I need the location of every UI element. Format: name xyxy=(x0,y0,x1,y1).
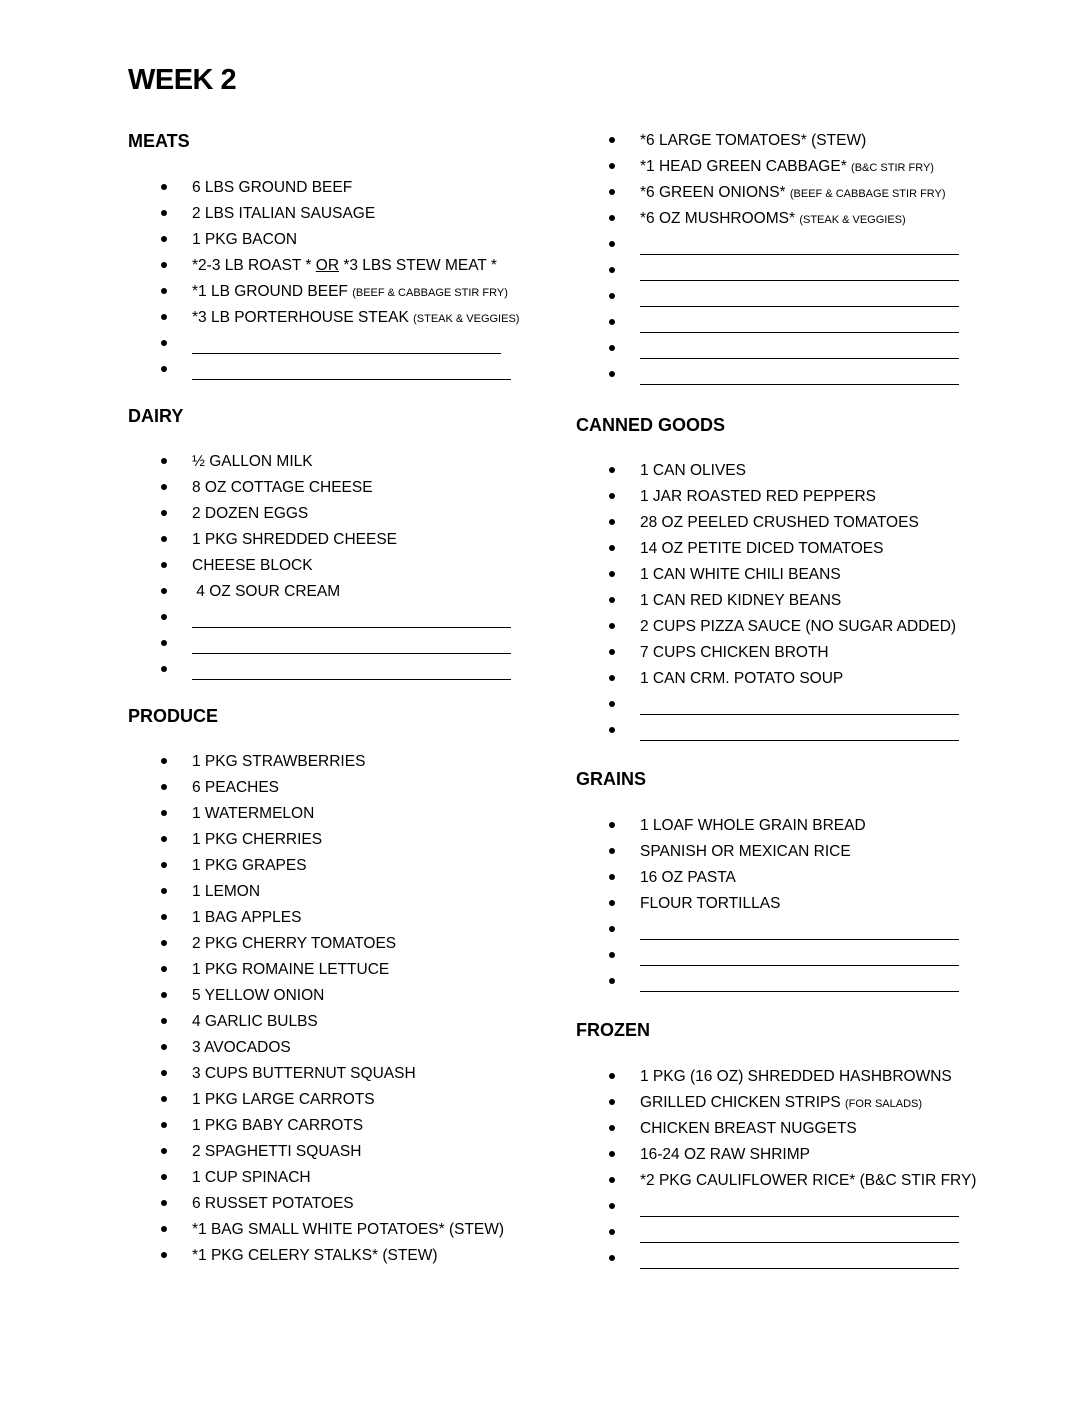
item-text: 1 PKG BACON xyxy=(192,231,298,248)
item-text: 6 PEACHES xyxy=(192,779,280,796)
bullet-icon xyxy=(609,319,615,325)
list-item xyxy=(128,801,528,827)
item-text: 6 RUSSET POTATOES xyxy=(192,1195,354,1212)
item-text: 8 OZ COTTAGE CHEESE xyxy=(192,479,373,496)
bullet-icon xyxy=(161,836,167,842)
list-item xyxy=(576,614,976,640)
bullet-icon xyxy=(609,371,615,377)
write-in-line[interactable] xyxy=(640,332,959,333)
dairy-heading: DAIRY xyxy=(128,406,184,426)
write-in-line[interactable] xyxy=(192,627,511,628)
bullet-icon xyxy=(609,519,615,525)
bullet-icon xyxy=(161,588,167,594)
write-in-line[interactable] xyxy=(640,939,959,940)
blank-item xyxy=(576,310,976,336)
bullet-icon xyxy=(609,623,615,629)
bullet-icon xyxy=(161,184,167,190)
list-item xyxy=(576,839,976,865)
list-item xyxy=(128,305,528,331)
produce-continued-section xyxy=(576,128,976,388)
bullet-icon xyxy=(161,640,167,646)
list-item xyxy=(128,931,528,957)
blank-item xyxy=(128,331,528,357)
bullet-icon xyxy=(161,314,167,320)
bullet-icon xyxy=(609,493,615,499)
item-text-or: OR xyxy=(315,257,340,274)
list-item xyxy=(128,579,528,605)
item-text: 1 BAG APPLES xyxy=(192,909,302,926)
bullet-icon xyxy=(609,978,615,984)
list-item xyxy=(128,527,528,553)
list-item xyxy=(128,775,528,801)
bullet-icon xyxy=(609,1151,615,1157)
produce-heading: PRODUCE xyxy=(128,706,219,726)
item-text: 6 LBS GROUND BEEF xyxy=(192,179,353,196)
write-in-line[interactable] xyxy=(192,653,511,654)
item-text: 2 CUPS PIZZA SAUCE (NO SUGAR ADDED) xyxy=(640,618,957,635)
list-item xyxy=(576,154,976,180)
list-item xyxy=(128,1165,528,1191)
item-text: 1 PKG (16 OZ) SHREDDED HASHBROWNS xyxy=(640,1068,952,1085)
write-in-line[interactable] xyxy=(640,740,959,741)
bullet-icon xyxy=(161,1070,167,1076)
bullet-icon xyxy=(609,822,615,828)
bullet-icon xyxy=(161,1226,167,1232)
bullet-icon xyxy=(609,1073,615,1079)
item-text: *6 GREEN ONIONS* xyxy=(640,184,790,201)
write-in-line[interactable] xyxy=(640,965,959,966)
bullet-icon xyxy=(609,345,615,351)
list-item xyxy=(576,666,976,692)
bullet-icon xyxy=(161,888,167,894)
list-item xyxy=(576,1064,976,1090)
list-item xyxy=(128,1113,528,1139)
list-item xyxy=(576,128,976,154)
item-text: 2 PKG CHERRY TOMATOES xyxy=(192,935,397,952)
item-text: *6 OZ MUSHROOMS* xyxy=(640,210,800,227)
meats-section xyxy=(128,128,528,383)
bullet-icon xyxy=(161,1200,167,1206)
bullet-icon xyxy=(609,189,615,195)
bullet-icon xyxy=(161,784,167,790)
bullet-icon xyxy=(161,536,167,542)
bullet-icon xyxy=(609,597,615,603)
blank-item xyxy=(576,284,976,310)
grains-list xyxy=(576,813,976,995)
item-text: 2 LBS ITALIAN SAUSAGE xyxy=(192,205,376,222)
item-text: 4 OZ SOUR CREAM xyxy=(192,583,341,600)
bullet-icon xyxy=(161,1018,167,1024)
list-item xyxy=(576,588,976,614)
list-item xyxy=(576,1090,976,1116)
page-title: WEEK 2 xyxy=(128,64,237,96)
list-item xyxy=(128,879,528,905)
write-in-line[interactable] xyxy=(640,254,959,255)
item-note: (STEAK & VEGGIES) xyxy=(799,214,906,226)
list-item xyxy=(576,813,976,839)
item-text: *2 PKG CAULIFLOWER RICE* (B&C STIR FRY) xyxy=(640,1172,977,1189)
item-text: 1 CUP SPINACH xyxy=(192,1169,311,1186)
bullet-icon xyxy=(161,236,167,242)
bullet-icon xyxy=(161,288,167,294)
list-item xyxy=(576,640,976,666)
list-item xyxy=(576,1168,976,1194)
item-text: 1 WATERMELON xyxy=(192,805,315,822)
item-text: 2 SPAGHETTI SQUASH xyxy=(192,1143,362,1160)
bullet-icon xyxy=(161,484,167,490)
bullet-icon xyxy=(161,1148,167,1154)
item-text: 1 JAR ROASTED RED PEPPERS xyxy=(640,488,877,505)
bullet-icon xyxy=(609,848,615,854)
bullet-icon xyxy=(609,467,615,473)
bullet-icon xyxy=(161,614,167,620)
item-text: 4 GARLIC BULBS xyxy=(192,1013,318,1030)
bullet-icon xyxy=(161,992,167,998)
list-item xyxy=(128,253,528,279)
item-text: 1 PKG LARGE CARROTS xyxy=(192,1091,375,1108)
blank-item xyxy=(576,258,976,284)
list-item xyxy=(128,1217,528,1243)
bullet-icon xyxy=(609,1229,615,1235)
item-text: *6 LARGE TOMATOES* (STEW) xyxy=(640,132,867,149)
bullet-icon xyxy=(161,966,167,972)
blank-item xyxy=(576,1194,976,1220)
list-item xyxy=(128,1087,528,1113)
frozen-list xyxy=(576,1064,976,1272)
bullet-icon xyxy=(161,366,167,372)
list-item xyxy=(576,484,976,510)
item-text: 1 LEMON xyxy=(192,883,261,900)
list-item xyxy=(576,865,976,891)
bullet-icon xyxy=(609,293,615,299)
frozen-heading: FROZEN xyxy=(576,1020,650,1040)
produce-continued-list xyxy=(576,128,976,388)
item-text: *1 LB GROUND BEEF xyxy=(192,283,353,300)
bullet-icon xyxy=(609,137,615,143)
bullet-icon xyxy=(609,1203,615,1209)
blank-item xyxy=(576,1220,976,1246)
bullet-icon xyxy=(609,727,615,733)
list-item xyxy=(128,1139,528,1165)
bullet-icon xyxy=(609,675,615,681)
item-text: 7 CUPS CHICKEN BROTH xyxy=(640,644,829,661)
list-item xyxy=(128,957,528,983)
write-in-line[interactable] xyxy=(640,1268,959,1269)
bullet-icon xyxy=(161,666,167,672)
item-text: 1 CAN WHITE CHILI BEANS xyxy=(640,566,841,583)
list-item xyxy=(128,1191,528,1217)
meats-heading: MEATS xyxy=(128,131,190,151)
item-text: SPANISH OR MEXICAN RICE xyxy=(640,843,851,860)
left-column xyxy=(128,128,528,1269)
item-text: 1 LOAF WHOLE GRAIN BREAD xyxy=(640,817,866,834)
write-in-line[interactable] xyxy=(192,379,511,380)
item-text: *1 HEAD GREEN CABBAGE* xyxy=(640,158,852,175)
item-text: *1 PKG CELERY STALKS* (STEW) xyxy=(192,1247,438,1264)
bullet-icon xyxy=(161,1174,167,1180)
write-in-line[interactable] xyxy=(640,1242,959,1243)
item-text: 1 PKG ROMAINE LETTUCE xyxy=(192,961,390,978)
list-item xyxy=(128,749,528,775)
bullet-icon xyxy=(609,545,615,551)
produce-section xyxy=(128,703,528,1269)
list-item xyxy=(576,206,976,232)
list-item xyxy=(576,562,976,588)
write-in-line[interactable] xyxy=(640,358,959,359)
list-item xyxy=(128,201,528,227)
bullet-icon xyxy=(609,1125,615,1131)
item-text: 1 PKG BABY CARROTS xyxy=(192,1117,364,1134)
list-item xyxy=(128,905,528,931)
bullet-icon xyxy=(609,952,615,958)
bullet-icon xyxy=(161,1096,167,1102)
list-item xyxy=(128,827,528,853)
bullet-icon xyxy=(609,874,615,880)
blank-item xyxy=(576,917,976,943)
list-item xyxy=(576,536,976,562)
item-text: 16-24 OZ RAW SHRIMP xyxy=(640,1146,810,1163)
dairy-section xyxy=(128,403,528,683)
item-text: *3 LB PORTERHOUSE STEAK xyxy=(192,309,414,326)
produce-list xyxy=(128,749,528,1269)
blank-item xyxy=(128,357,528,383)
bullet-icon xyxy=(161,262,167,268)
bullet-icon xyxy=(609,649,615,655)
item-text: 5 YELLOW ONION xyxy=(192,987,325,1004)
bullet-icon xyxy=(609,1099,615,1105)
list-item xyxy=(128,449,528,475)
bullet-icon xyxy=(609,1255,615,1261)
list-item xyxy=(128,1035,528,1061)
bullet-icon xyxy=(609,701,615,707)
item-note: (BEEF & CABBAGE STIR FRY) xyxy=(789,188,946,200)
bullet-icon xyxy=(609,571,615,577)
frozen-section xyxy=(576,1017,976,1272)
item-text: *1 BAG SMALL WHITE POTATOES* (STEW) xyxy=(192,1221,505,1238)
bullet-icon xyxy=(161,562,167,568)
list-item xyxy=(128,1009,528,1035)
bullet-icon xyxy=(609,900,615,906)
canned-goods-heading: CANNED GOODS xyxy=(576,415,726,435)
bullet-icon xyxy=(609,1177,615,1183)
bullet-icon xyxy=(161,1252,167,1258)
item-text: 28 OZ PEELED CRUSHED TOMATOES xyxy=(640,514,919,531)
list-item xyxy=(576,1142,976,1168)
list-item xyxy=(128,175,528,201)
write-in-line[interactable] xyxy=(192,353,501,354)
list-item xyxy=(576,180,976,206)
list-item xyxy=(128,1061,528,1087)
blank-item xyxy=(576,969,976,995)
blank-item xyxy=(576,692,976,718)
bullet-icon xyxy=(161,862,167,868)
write-in-line[interactable] xyxy=(640,306,959,307)
item-text: 16 OZ PASTA xyxy=(640,869,736,886)
blank-item xyxy=(576,362,976,388)
item-text: *3 LBS STEW MEAT * xyxy=(339,257,497,274)
write-in-line[interactable] xyxy=(640,384,959,385)
write-in-line[interactable] xyxy=(640,714,959,715)
blank-item xyxy=(128,657,528,683)
bullet-icon xyxy=(161,510,167,516)
item-text: 1 CAN RED KIDNEY BEANS xyxy=(640,592,842,609)
bullet-icon xyxy=(161,340,167,346)
bullet-icon xyxy=(161,940,167,946)
list-item xyxy=(128,501,528,527)
meats-list xyxy=(128,175,528,383)
list-item xyxy=(576,891,976,917)
blank-item xyxy=(576,943,976,969)
write-in-line[interactable] xyxy=(640,280,959,281)
item-text: *2-3 LB ROAST * xyxy=(192,257,316,274)
blank-item xyxy=(128,631,528,657)
canned-goods-section xyxy=(576,412,976,744)
item-text: 3 AVOCADOS xyxy=(192,1039,291,1056)
grains-section xyxy=(576,766,976,995)
bullet-icon xyxy=(161,458,167,464)
bullet-icon xyxy=(161,1122,167,1128)
list-item xyxy=(128,553,528,579)
bullet-icon xyxy=(161,758,167,764)
item-note: (FOR SALADS) xyxy=(845,1098,923,1110)
bullet-icon xyxy=(609,163,615,169)
item-note: (STEAK & VEGGIES) xyxy=(413,313,520,325)
blank-item xyxy=(576,718,976,744)
bullet-icon xyxy=(609,241,615,247)
item-text: 1 CAN OLIVES xyxy=(640,462,746,479)
list-item xyxy=(128,853,528,879)
item-text: CHICKEN BREAST NUGGETS xyxy=(640,1120,857,1137)
item-text: 3 CUPS BUTTERNUT SQUASH xyxy=(192,1065,416,1082)
item-text: 1 CAN CRM. POTATO SOUP xyxy=(640,670,844,687)
bullet-icon xyxy=(609,215,615,221)
item-text: ½ GALLON MILK xyxy=(192,453,313,470)
item-text: 1 PKG STRAWBERRIES xyxy=(192,753,366,770)
right-column xyxy=(576,128,976,1272)
bullet-icon xyxy=(161,1044,167,1050)
list-item xyxy=(128,227,528,253)
item-text: GRILLED CHICKEN STRIPS xyxy=(640,1094,845,1111)
bullet-icon xyxy=(161,914,167,920)
list-item xyxy=(576,458,976,484)
item-text: CHEESE BLOCK xyxy=(192,557,313,574)
bullet-icon xyxy=(609,926,615,932)
item-text: 2 DOZEN EGGS xyxy=(192,505,309,522)
list-item xyxy=(128,1243,528,1269)
bullet-icon xyxy=(161,210,167,216)
bullet-icon xyxy=(161,810,167,816)
grains-heading: GRAINS xyxy=(576,769,647,789)
item-text: 14 OZ PETITE DICED TOMATOES xyxy=(640,540,884,557)
write-in-line[interactable] xyxy=(640,1216,959,1217)
blank-item xyxy=(128,605,528,631)
write-in-line[interactable] xyxy=(640,991,959,992)
item-text: 1 PKG GRAPES xyxy=(192,857,307,874)
item-text: FLOUR TORTILLAS xyxy=(640,895,781,912)
canned-goods-list xyxy=(576,458,976,744)
list-item xyxy=(576,1116,976,1142)
item-text: 1 PKG SHREDDED CHEESE xyxy=(192,531,397,548)
write-in-line[interactable] xyxy=(192,679,511,680)
bullet-icon xyxy=(609,267,615,273)
item-note: (B&C STIR FRY) xyxy=(851,162,934,174)
list-item xyxy=(128,475,528,501)
blank-item xyxy=(576,1246,976,1272)
item-note: (BEEF & CABBAGE STIR FRY) xyxy=(352,287,508,299)
dairy-list xyxy=(128,449,528,683)
list-item xyxy=(128,983,528,1009)
blank-item xyxy=(576,336,976,362)
list-item xyxy=(128,279,528,305)
list-item xyxy=(576,510,976,536)
item-text: 1 PKG CHERRIES xyxy=(192,831,323,848)
blank-item xyxy=(576,232,976,258)
